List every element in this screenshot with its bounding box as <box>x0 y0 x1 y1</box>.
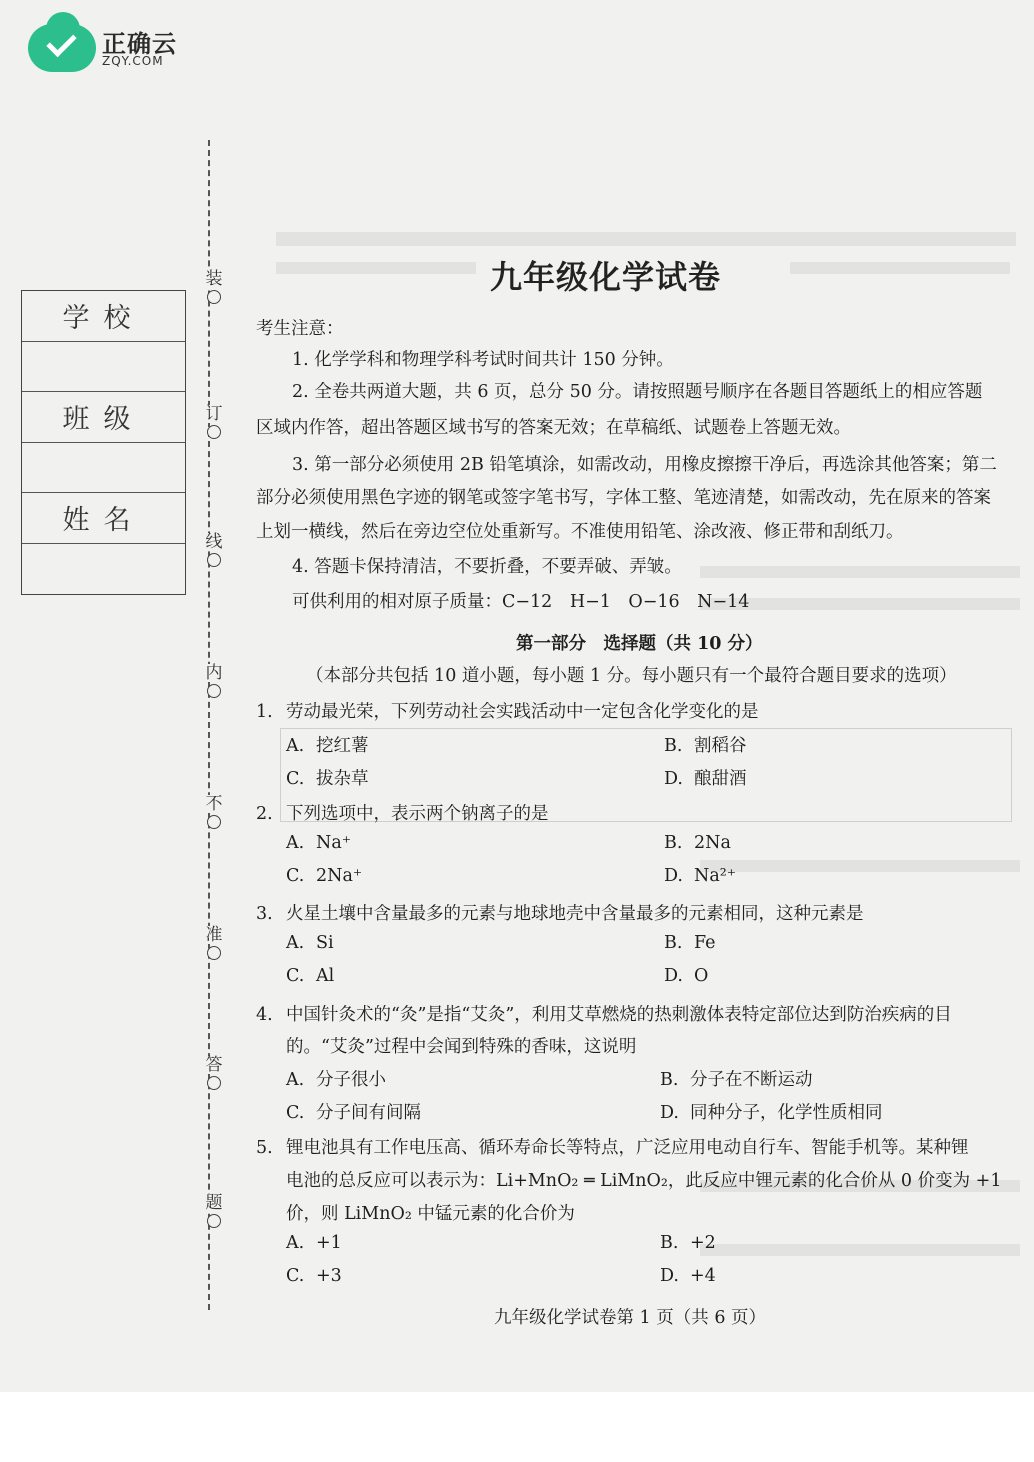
bleed-through <box>276 232 1016 246</box>
binding-mark: 答 <box>200 1056 228 1090</box>
option: D. 酿甜酒 <box>664 769 747 789</box>
class-label: 班级 <box>22 392 185 443</box>
notice-line: 区域内作答，超出答题区域书写的答案无效；在草稿纸、试题卷上答题无效。 <box>256 418 851 438</box>
atomic-masses: 可供利用的相对原子质量：C−12 H−1 O−16 N−14 <box>292 592 750 612</box>
binding-mark: 装 <box>200 270 228 304</box>
exam-title: 九年级化学试卷 <box>490 258 722 296</box>
question-stem: 4. 中国针灸术的“灸”是指“艾灸”，利用艾草燃烧的热刺激体表特定部位达到防治疾病的目 <box>256 1005 952 1025</box>
logo-name: 正确云 <box>102 30 177 58</box>
binding-mark: 不 <box>200 795 228 829</box>
binding-hole-icon <box>207 553 221 567</box>
notice-line: 1. 化学学科和物理学科考试时间共计 150 分钟。 <box>292 350 674 370</box>
binding-mark: 题 <box>200 1194 228 1228</box>
option: B. 割稻谷 <box>664 736 747 756</box>
question-stem: 3. 火星土壤中含量最多的元素与地球地壳中含量最多的元素相同，这种元素是 <box>256 904 864 924</box>
page-margin <box>0 1392 1034 1462</box>
part-title: 第一部分 选择题（共 10 分） <box>516 634 763 654</box>
option: B. 分子在不断运动 <box>660 1070 813 1090</box>
question-stem: 2. 下列选项中，表示两个钠离子的是 <box>256 804 549 824</box>
option: C. Al <box>286 966 335 986</box>
option: C. +3 <box>286 1266 342 1286</box>
binding-mark: 准 <box>200 926 228 960</box>
option: C. 2Na⁺ <box>286 866 363 886</box>
option: A. Na⁺ <box>286 833 351 853</box>
notice-line: 上划一横线，然后在旁边空位处重新写。不准使用铅笔、涂改液、修正带和刮纸刀。 <box>256 522 904 542</box>
name-label: 姓名 <box>22 493 185 544</box>
brand-logo <box>28 20 188 78</box>
option: B. 2Na <box>664 833 731 853</box>
option: B. Fe <box>664 933 716 953</box>
class-field <box>22 443 185 494</box>
logo-domain: ZQY.COM <box>102 54 164 68</box>
question-stem-cont: 价，则 LiMnO₂ 中锰元素的化合价为 <box>286 1204 575 1224</box>
name-field <box>22 544 185 595</box>
option: D. Na²⁺ <box>664 866 736 886</box>
school-label: 学校 <box>22 291 185 342</box>
option: D. +4 <box>660 1266 716 1286</box>
bleed-through <box>700 860 1020 872</box>
option: A. 分子很小 <box>286 1070 386 1090</box>
notice-line: 4. 答题卡保持清洁，不要折叠，不要弄破、弄皱。 <box>292 557 682 577</box>
option: D. O <box>664 966 709 986</box>
binding-dashed-line <box>208 140 210 1310</box>
notice-line: 部分必须使用黑色字迹的钢笔或签字笔书写，字体工整、笔迹清楚，如需改动，先在原来的答案 <box>256 488 991 508</box>
binding-hole-icon <box>207 684 221 698</box>
binding-hole-icon <box>207 815 221 829</box>
notice-line: 3. 第一部分必须使用 2B 铅笔填涂，如需改动，用橡皮擦擦干净后，再选涂其他答案；第二 <box>292 455 997 475</box>
option: D. 同种分子，化学性质相同 <box>660 1103 883 1123</box>
binding-hole-icon <box>207 290 221 304</box>
binding-hole-icon <box>207 1076 221 1090</box>
question-stem-cont: 的。“艾灸”过程中会闻到特殊的香味，这说明 <box>286 1037 637 1057</box>
bleed-through <box>276 262 476 274</box>
binding-mark: 内 <box>200 664 228 698</box>
question-stem-cont: 电池的总反应可以表示为：Li+MnO₂ ═ LiMnO₂，此反应中锂元素的化合价从 0 价变为 +1 <box>286 1171 1002 1191</box>
option: A. Si <box>286 933 334 953</box>
binding-mark: 订 <box>200 405 228 439</box>
binding-hole-icon <box>207 425 221 439</box>
notice-label: 考生注意： <box>256 319 344 339</box>
binding-hole-icon <box>207 946 221 960</box>
notice-line: 2. 全卷共两道大题，共 6 页，总分 50 分。请按照题号顺序在各题目答题纸上的相应答题 <box>292 382 983 402</box>
bleed-through <box>700 566 1020 578</box>
option: A. 挖红薯 <box>286 736 369 756</box>
cloud-check-icon <box>28 24 96 72</box>
binding-hole-icon <box>207 1214 221 1228</box>
question-stem: 1. 劳动最光荣，下列劳动社会实践活动中一定包含化学变化的是 <box>256 702 759 722</box>
bleed-through <box>790 262 1010 274</box>
binding-mark: 线 <box>200 533 228 567</box>
school-field <box>22 342 185 393</box>
question-stem: 5. 锂电池具有工作电压高、循环寿命长等特点，广泛应用电动自行车、智能手机等。某种锂 <box>256 1138 969 1158</box>
option: C. 分子间有间隔 <box>286 1103 421 1123</box>
part-note: （本部分共包括 10 道小题，每小题 1 分。每小题只有一个最符合题目要求的选项） <box>306 666 957 686</box>
bleed-through <box>700 1244 1020 1256</box>
student-info-box <box>21 290 186 595</box>
option: C. 拔杂草 <box>286 769 369 789</box>
option: A. +1 <box>286 1233 342 1253</box>
page-footer: 九年级化学试卷第 1 页（共 6 页） <box>494 1308 767 1328</box>
option: B. +2 <box>660 1233 716 1253</box>
